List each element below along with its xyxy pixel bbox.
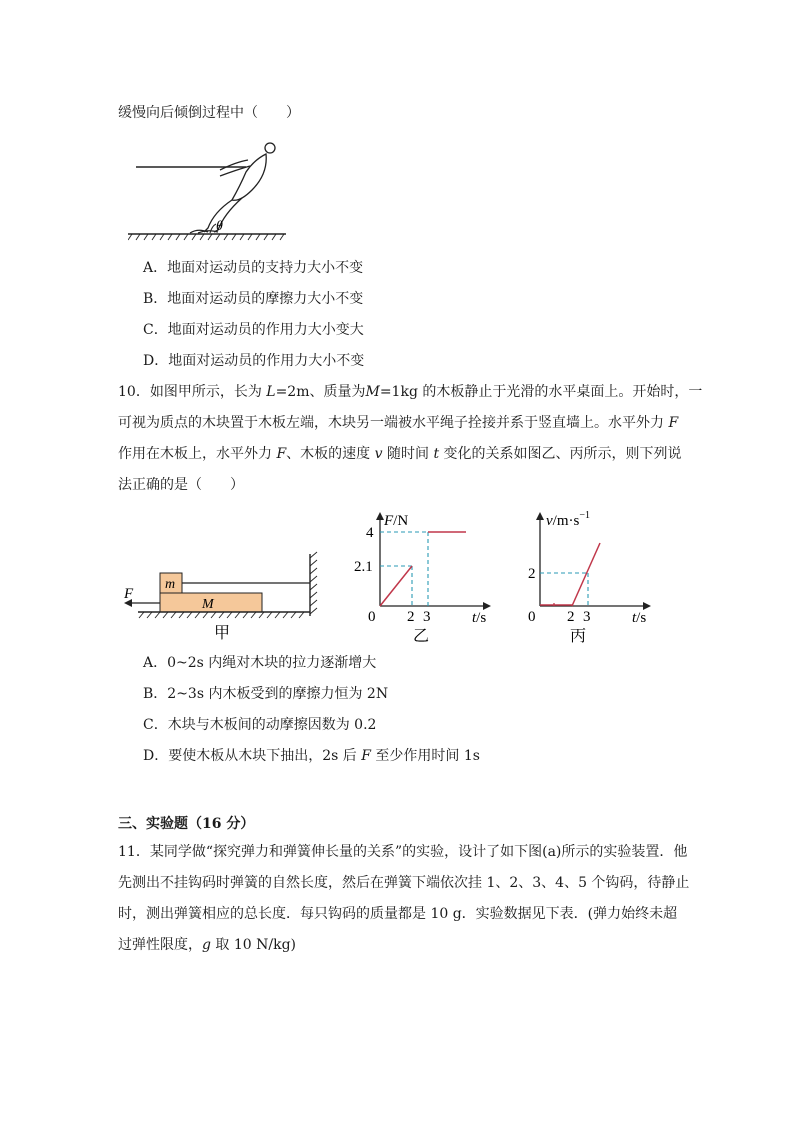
q11-line-4: 过弹性限度，g 取 10 N/kg) [118,937,297,953]
yi-xlabel: t/s [472,610,487,626]
figure-jia [120,550,325,648]
bing-xlabel: t/s [632,610,647,626]
yi-tick-2.1: 2.1 [354,559,373,575]
figure-yi-caption: 乙 [413,628,430,645]
figure-bing [510,503,660,648]
section-3-title: 三、实验题（16 分） [118,816,255,832]
q10-line-1: 10．如图甲所示，长为 L=2m、质量为M=1kg 的木板静止于光滑的水平桌面上。开始时，一 [118,384,703,400]
figure-yi [348,503,498,648]
board-M-label: M [202,597,214,612]
yi-tick-x2: 2 [407,609,415,625]
q10-option-b: B．2~3s 内木板受到的摩擦力恒为 2N [143,686,389,702]
yi-tick-x3: 3 [423,609,431,625]
yi-ylabel: F/N [384,513,409,529]
q10-line-2: 可视为质点的木块置于木板左端，木块另一端被水平绳子拴接并系于竖直墙上。水平外力 F [118,415,679,431]
q9-option-b: B．地面对运动员的摩擦力大小不变 [143,291,364,307]
bing-origin: 0 [528,609,536,625]
yi-origin: 0 [368,609,376,625]
yi-ramp [380,566,412,606]
bing-tick-2: 2 [528,566,536,582]
force-F-label: F [124,586,134,602]
q10-option-c: C．木块与木板间的动摩擦因数为 0.2 [143,717,377,733]
q9-option-d: D．地面对运动员的作用力大小不变 [143,353,365,369]
q9-option-c: C．地面对运动员的作用力大小变大 [143,322,364,338]
figure-jia-caption: 甲 [214,625,231,642]
q11-line-1: 11．某同学做“探究弹力和弹簧伸长量的关系”的实验，设计了如下图(a)所示的实验装置．他 [118,844,688,860]
bing-ramp [572,543,600,606]
yi-tick-4: 4 [366,525,374,541]
q9-stem-tail: 缓慢向后倾倒过程中（ ） [118,105,300,121]
figure-bing-caption: 丙 [570,628,587,645]
q11-line-3: 时，测出弹簧相应的总长度．每只钩码的质量都是 10 g．实验数据见下表．(弹力始终未超 [118,906,678,922]
q10-option-a: A．0~2s 内绳对木块的拉力逐渐增大 [143,655,377,671]
q10-line-4: 法正确的是（ ） [118,477,244,493]
bing-tick-x3: 3 [583,609,591,625]
block-m-label: m [165,577,176,592]
bing-ylabel: $v/m\cdot s^{-1}$ [546,510,590,529]
q10-option-d: D．要使木板从木块下抽出，2s 后 F 至少作用时间 1s [143,748,480,764]
q9-athlete-figure [128,132,288,244]
q11-line-2: 先测出不挂钩码时弹簧的自然长度，然后在弹簧下端依次挂 1、2、3、4、5 个钩码，待静止 [118,875,690,891]
q10-line-3: 作用在木板上，水平外力 F、木板的速度 v 随时间 t 变化的关系如图乙、丙所示，则下列说 [118,446,682,462]
theta-label: θ [216,219,223,234]
q9-option-a: A．地面对运动员的支持力大小不变 [143,260,364,276]
bing-tick-x2: 2 [567,609,575,625]
